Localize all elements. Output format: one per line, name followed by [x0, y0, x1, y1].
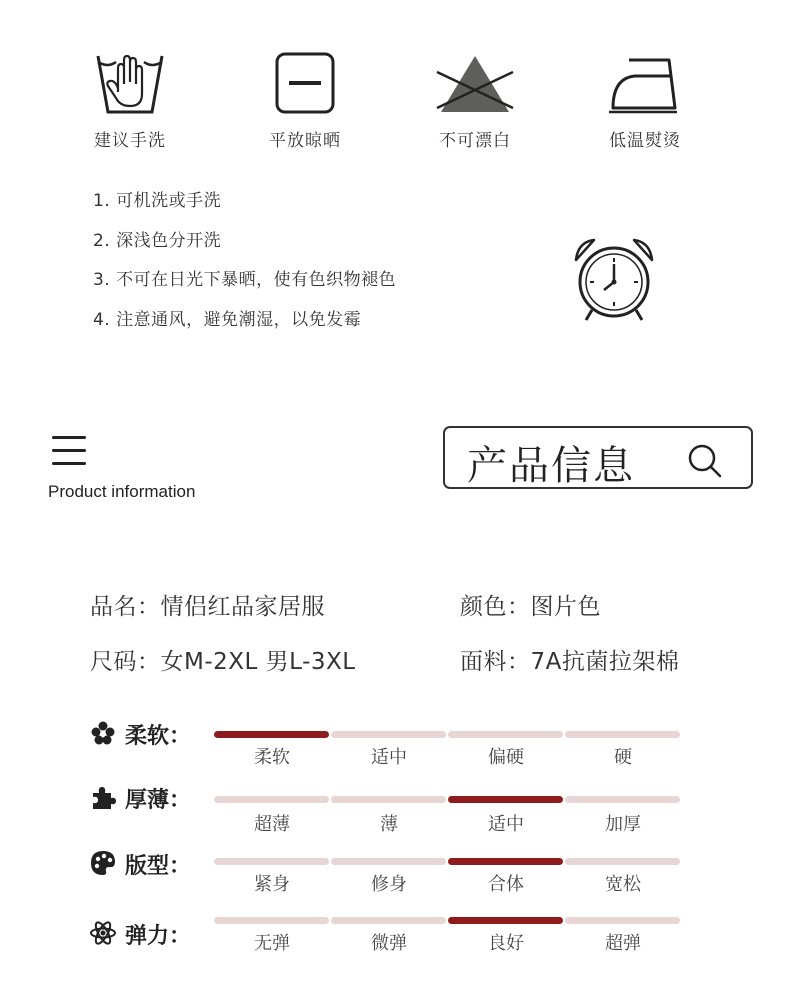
scale-segment: [331, 731, 446, 738]
scale-option-label: 偏硬: [488, 747, 524, 768]
puzzle-icon: [90, 784, 116, 810]
hand-wash-icon: [90, 50, 170, 116]
care-note: 2. 深浅色分开洗: [93, 231, 222, 251]
scale-option-label: 微弹: [371, 933, 407, 954]
scale-option-label: 合体: [488, 874, 524, 895]
care-note: 4. 注意通风，避免潮湿，以免发霉: [93, 310, 362, 330]
scale-option-label: 超薄: [254, 814, 290, 835]
scale-option-label: 良好: [488, 933, 524, 954]
scale-segment: [214, 858, 329, 865]
care-hand-wash: [60, 50, 200, 151]
scale-segment-selected: [448, 917, 563, 924]
scale-option-label: 硬: [614, 747, 632, 768]
scale-segment-selected: [448, 858, 563, 865]
alarm-clock-icon: [570, 236, 658, 324]
flower-icon: [90, 720, 116, 746]
scale-option-label: 薄: [380, 814, 398, 835]
scale-option-label: 修身: [371, 874, 407, 895]
scale-segment-selected: [448, 796, 563, 803]
palette-icon: [90, 850, 116, 876]
section-title-box: [443, 426, 753, 489]
care-note: 3. 不可在日光下暴晒，使有色织物褪色: [93, 270, 397, 290]
scale-option-label: 适中: [371, 747, 407, 768]
scale-segment: [565, 917, 680, 924]
section-subtitle: Product information: [48, 482, 196, 501]
scale-segment: [214, 917, 329, 924]
care-note: 1. 可机洗或手洗: [93, 191, 222, 211]
scale-segment: [565, 796, 680, 803]
care-dry-flat: [235, 50, 375, 151]
scale-option-label: 适中: [488, 814, 524, 835]
scale-segment: [331, 917, 446, 924]
attr-label-thickness: 厚薄：: [125, 788, 192, 813]
product-color: 颜色：图片色: [460, 594, 601, 620]
scale-option-label: 加厚: [605, 814, 641, 835]
care-no-bleach: [405, 50, 545, 151]
care-label: 不可漂白: [439, 131, 511, 151]
product-size: 尺码：女M-2XL 男L-3XL: [90, 649, 356, 675]
scale-segment: [565, 858, 680, 865]
scale-segment-selected: [214, 731, 329, 738]
care-label: 建议手洗: [94, 131, 166, 151]
product-name: 品名：情侣红品家居服: [90, 594, 325, 620]
scale-segment: [331, 796, 446, 803]
section-title: 产品信息: [467, 443, 635, 489]
product-fabric: 面料：7A抗菌拉架棉: [460, 649, 680, 675]
low-iron-icon: [605, 50, 685, 116]
care-label: 平放晾晒: [269, 131, 341, 151]
attr-label-elasticity: 弹力：: [125, 924, 192, 949]
menu-icon[interactable]: [52, 434, 86, 466]
scale-option-label: 柔软: [254, 747, 290, 768]
scale-option-label: 宽松: [605, 874, 641, 895]
care-label: 低温熨烫: [609, 131, 681, 151]
dry-flat-icon: [265, 50, 345, 116]
attr-label-fit: 版型：: [125, 854, 192, 879]
attr-label-softness: 柔软：: [125, 724, 192, 749]
scale-segment: [214, 796, 329, 803]
scale-segment: [448, 731, 563, 738]
scale-segment: [331, 858, 446, 865]
care-low-iron: [575, 50, 715, 151]
scale-option-label: 超弹: [605, 933, 641, 954]
scale-segment: [565, 731, 680, 738]
scale-option-label: 无弹: [254, 933, 290, 954]
no-bleach-icon: [435, 50, 515, 116]
search-icon: [687, 443, 723, 479]
scale-option-label: 紧身: [254, 874, 290, 895]
atom-icon: [90, 920, 116, 946]
